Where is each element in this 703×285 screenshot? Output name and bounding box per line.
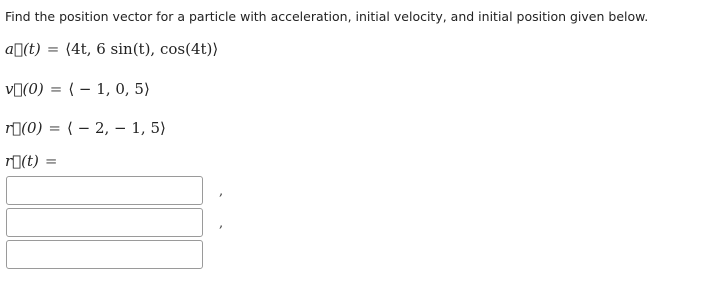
answer-separator-1: , xyxy=(219,184,224,199)
answer-lhs: r⃗(t) xyxy=(5,152,39,170)
answer-input-z[interactable] xyxy=(6,240,203,269)
velocity-equation xyxy=(5,80,150,98)
question-prompt: Find the position vector for a particle with acceleration, initial velocity, and initial position given below. xyxy=(5,9,649,24)
acceleration-rhs: ⟨4t, 6 sin(t), cos(4t)⟩ xyxy=(65,40,219,58)
answer-equals: = xyxy=(44,152,58,170)
acceleration-equation xyxy=(5,40,218,58)
velocity-rhs: ⟨ − 1, 0, 5⟩ xyxy=(68,80,150,98)
acceleration-lhs: a⃗(t) xyxy=(5,40,41,58)
velocity-lhs: v⃗(0) xyxy=(5,80,44,98)
answer-input-x[interactable] xyxy=(6,176,203,205)
position-lhs: r⃗(0) xyxy=(5,119,43,137)
position-rhs: ⟨ − 2, − 1, 5⟩ xyxy=(67,119,166,137)
position-equation xyxy=(5,119,166,137)
answer-input-y[interactable] xyxy=(6,208,203,237)
answer-equation xyxy=(5,152,63,170)
acceleration-equals: = xyxy=(46,40,60,58)
velocity-equals: = xyxy=(49,80,63,98)
answer-separator-2: , xyxy=(219,216,224,231)
position-equals: = xyxy=(48,119,61,137)
